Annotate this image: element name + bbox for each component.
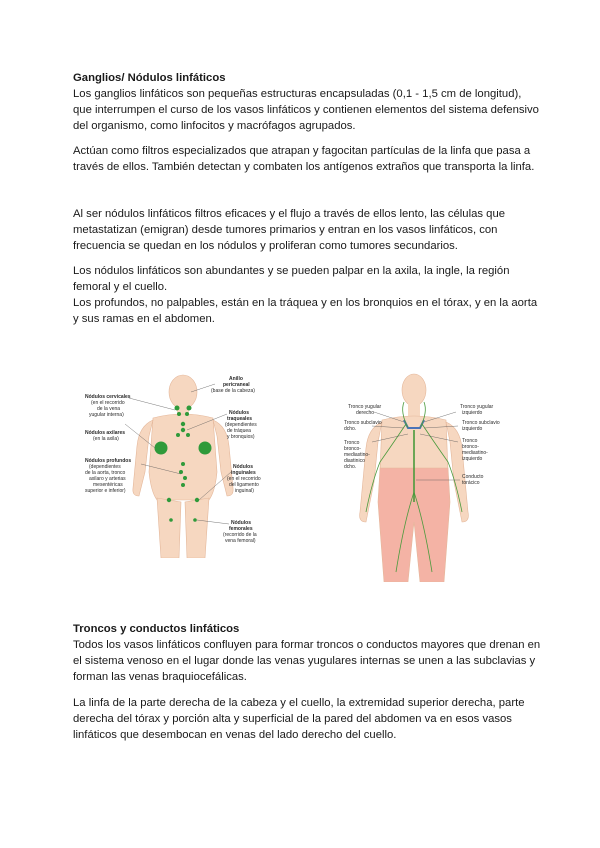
label-inguinales: Nódulos inguinales (en el recorrido del ligamento inguinal)	[227, 464, 261, 494]
label-traqueales: Nódulos traqueales (dependientes de tráquea y bronquios)	[225, 410, 257, 440]
label-tronco-yugular-izquierdo: Tronco yugular izquierdo	[460, 404, 494, 416]
paragraph-text: Actúan como filtros especializados que atrapan y fagocitan partículas de la linfa que pasa a través de ellos. También detectan y combaten los antígenos extraños que transporta la linfa.	[73, 145, 535, 173]
label-tronco-subclavio-izq: Tronco subclavio izquierdo	[462, 420, 500, 432]
paragraph-ganglios-definicion: Los ganglios linfáticos son pequeñas estructuras encapsuladas (0,1 - 1,5 cm de longitud), que interrumpen el curso de los vasos linfáticos y contienen elementos del sistema defensivo del organismo, como linfocitos y macrófagos agrupados.	[73, 88, 539, 132]
paragraph-ganglios-metastasis	[73, 206, 543, 254]
label-cervicales: Nódulos cervicales (en el recorrido de la vena yugular interna)	[85, 394, 131, 418]
paragraph-ganglios-localizacion	[73, 263, 543, 327]
paragraph-text: La linfa de la parte derecha de la cabeza y el cuello, la extremidad superior derecha, parte derecha del tórax y porción alta y superficial de la pared del abdomen va en esos vasos linfáticos que desembocan en venas del lado derecho del cuello.	[73, 697, 525, 741]
figure-lymph-nodes	[83, 372, 293, 558]
paragraph-text: Al ser nódulos linfáticos filtros eficaces y el flujo a través de ellos lento, las células que metastatizan (emigran) desde tumores primarios y entran en los vasos linfáticos, con frecuencia se quedan en los nódulos y proliferan como tumores secundarios.	[73, 208, 506, 252]
label-anillo: Anillo pericraneal (base de la cabeza)	[211, 376, 255, 394]
label-femorales: Nódulos femorales (recorrido de la vena femoral)	[223, 520, 257, 544]
paragraph-text: Los profundos, no palpables, están en la tráquea y en los bronquios en el tórax, y en la aorta y sus ramas en el abdomen.	[73, 297, 538, 325]
paragraph-ganglios-filtros	[73, 143, 543, 175]
paragraph-troncos-drenaje	[73, 695, 543, 743]
label-tronco-yugular-derecho: Tronco yugular derecho	[348, 404, 382, 416]
section-heading-troncos: Troncos y conductos linfáticos	[73, 623, 240, 635]
label-axilares: Nódulos axilares (en la axila)	[85, 430, 126, 442]
section-heading-ganglios: Ganglios/ Nódulos linfáticos	[73, 72, 226, 84]
body-silhouette	[133, 375, 233, 558]
label-profundos: Nódulos profundos (dependientes de la aorta, tronco axilaro y arterias mesentéricas superior e inferior)	[85, 458, 132, 494]
paragraph-text: Los nódulos linfáticos son abundantes y se pueden palpar en la axila, la ingle, la región femoral y el cuello.	[73, 265, 510, 293]
section-ganglios	[73, 70, 543, 134]
figure-lymph-trunks	[344, 372, 506, 582]
label-tronco-subclavio-dcho: Tronco subclavio dcho.	[344, 420, 382, 432]
label-tronco-bronco-izq: Tronco bronco- mediastino- izquierdo	[462, 438, 488, 462]
label-conducto-toracico: Conducto torácico	[462, 474, 484, 486]
paragraph-troncos-definicion: Todos los vasos linfáticos confluyen para formar troncos o conductos mayores que drenan en el sistema venoso en el lugar donde las venas yugulares internas se unen a las subclavias y forman las venas braquiocefálicas.	[73, 639, 541, 683]
section-troncos	[73, 621, 543, 685]
label-tronco-bronco-dcho: Tronco bronco- mediastino- diastinico dcho.	[344, 440, 370, 470]
